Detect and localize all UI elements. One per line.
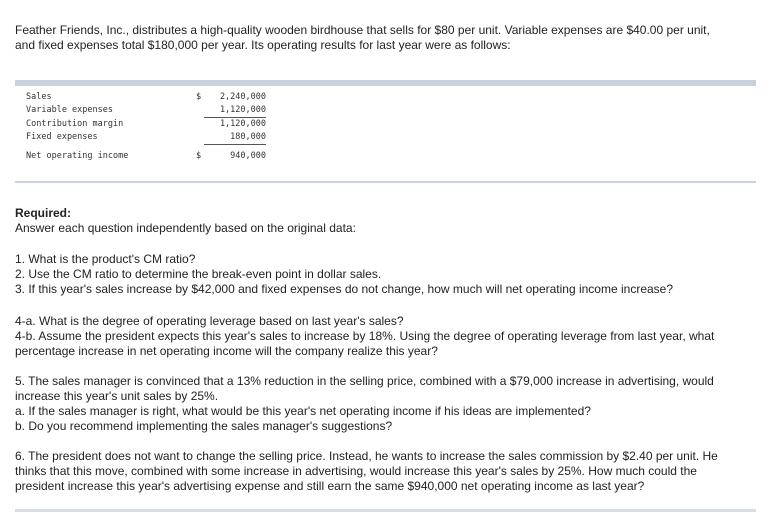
required-instruction: Answer each question independently based on the original data:: [15, 221, 356, 235]
row-currency: $: [196, 92, 202, 102]
row-value: 940,000: [230, 151, 266, 161]
row-value: 2,240,000: [219, 92, 266, 102]
statement-row-net-operating-income: [26, 145, 266, 164]
intro-line-1: Feather Friends, Inc., distributes a high-quality wooden birdhouse that sells for $80 per unit. Variable expenses are $40.00 per unit,: [15, 23, 710, 37]
question-5-line-2: increase this year's unit sales by 25%.: [15, 389, 219, 403]
intro-line-2: and fixed expenses total $180,000 per year. Its operating results for last year were as follows:: [15, 38, 511, 52]
bottom-divider: [15, 509, 756, 512]
row-label: Net operating income: [26, 150, 129, 161]
question-5b: b. Do you recommend implementing the sales manager's suggestions?: [15, 419, 393, 433]
problem-intro: [15, 23, 770, 53]
statement-row-variable-expenses: [26, 104, 266, 118]
question-6-line-2: thinks that this move, combined with some increase in advertising, would increase this year's sales by 25%. How much could the: [15, 464, 697, 478]
row-label: Fixed expenses: [26, 132, 98, 143]
income-statement-table: [26, 91, 266, 163]
statement-row-fixed-expenses: [26, 131, 266, 145]
questions-1-3: [15, 252, 770, 297]
row-value: 180,000: [204, 131, 266, 145]
questions-4: [15, 314, 770, 359]
row-value: 1,120,000: [204, 104, 266, 118]
questions-6: [15, 449, 770, 494]
statement-row-contribution-margin: [26, 118, 266, 132]
questions-5: [15, 374, 770, 434]
question-3: 3. If this year's sales increase by $42,000 and fixed expenses do not change, how much will net operating income increase?: [15, 282, 674, 296]
row-value: 1,120,000: [219, 119, 266, 129]
row-currency: $: [196, 150, 202, 161]
required-section: [15, 206, 770, 236]
income-statement-panel: [15, 80, 756, 183]
statement-row-sales: [26, 91, 266, 104]
question-6-line-1: 6. The president does not want to change the selling price. Instead, he wants to increase the sales commission by $2.40 per unit. He: [15, 449, 718, 463]
row-currency: [196, 118, 204, 132]
row-currency: [196, 104, 204, 118]
question-4b-line-2: percentage increase in net operating income will the company realize this year?: [15, 344, 438, 358]
question-2: 2. Use the CM ratio to determine the break-even point in dollar sales.: [15, 267, 382, 281]
required-heading: Required:: [15, 206, 72, 220]
question-5a: a. If the sales manager is right, what would be this year's net operating income if his ideas are implemented?: [15, 404, 591, 418]
row-label: Contribution margin: [26, 118, 124, 129]
row-label: Sales: [26, 92, 52, 102]
question-1: 1. What is the product's CM ratio?: [15, 252, 196, 266]
row-currency: [196, 131, 204, 145]
question-4a: 4-a. What is the degree of operating leverage based on last year's sales?: [15, 314, 404, 328]
question-6-line-3: president increase this year's advertising expense and still earn the same $940,000 net operating income as last year?: [15, 479, 645, 493]
question-5-line-1: 5. The sales manager is convinced that a 13% reduction in the selling price, combined with a $79,000 increase in advertising, would: [15, 374, 714, 388]
question-4b-line-1: 4-b. Assume the president expects this year's sales to increase by 18%. Using the degree of operating leverage from last year, what: [15, 329, 715, 343]
row-label: Variable expenses: [26, 105, 113, 116]
